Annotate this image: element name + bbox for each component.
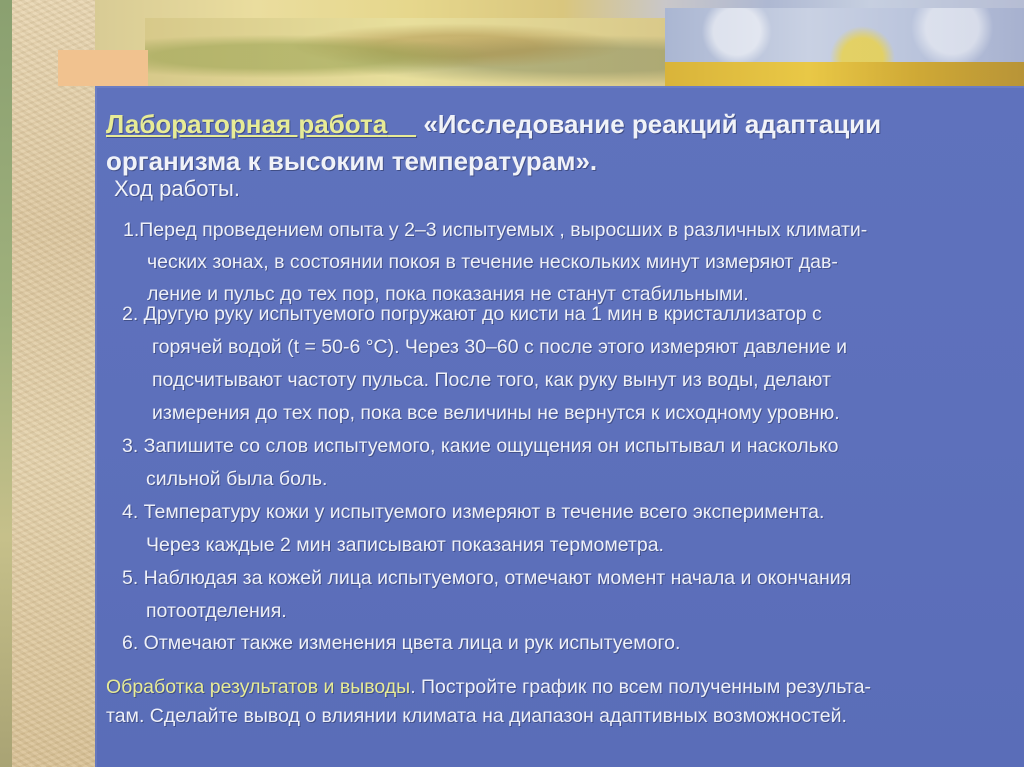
procedure-subheading: Ход работы. — [114, 176, 240, 201]
step-4 — [122, 496, 824, 562]
step-line: 6. Отмечают также изменения цвета лица и рук испытуемого. — [122, 632, 681, 654]
step-line: Через каждые 2 мин записывают показания термометра. — [146, 534, 664, 556]
results-text-line1: . Постройте график по всем полученным результа- — [410, 676, 872, 698]
step-2 — [122, 298, 847, 430]
step-5 — [122, 562, 851, 628]
step-line: 1.Перед проведением опыта у 2–3 испытуемых , выросших в различных климати- — [123, 219, 868, 241]
results-label: Обработка результатов и выводы — [106, 676, 411, 698]
step-6 — [122, 627, 680, 659]
step-line: 5. Наблюдая за кожей лица испытуемого, отмечают момент начала и окончания — [122, 567, 852, 589]
title-spacer — [387, 109, 416, 139]
step-line: 3. Запишите со слов испытуемого, какие ощущения он испытывал и насколько — [122, 435, 839, 457]
results-section — [106, 673, 1006, 731]
step-line: подсчитывают частоту пульса. После того, как руку вынут из воды, делают — [152, 369, 831, 391]
results-text-line2: там. Сделайте вывод о влиянии климата на диапазон адаптивных возможностей. — [106, 705, 847, 727]
step-line: измерения до тех пор, пока все величины не вернутся к исходному уровню. — [152, 402, 840, 424]
slide-title — [106, 106, 986, 180]
step-line: ление и пульс до тех пор, пока показания не станут стабильными. — [147, 283, 749, 305]
step-line: 4. Температуру кожи у испытуемого измеряют в течение всего эксперимента. — [122, 501, 825, 523]
step-line: 2. Другую руку испытуемого погружают до кисти на 1 мин в кристаллизатор с — [122, 303, 822, 325]
title-heading-line2: организма к высоким температурам». — [106, 146, 598, 176]
step-1 — [123, 214, 867, 310]
step-line: ческих зонах, в состоянии покоя в течение нескольких минут измеряют дав- — [147, 251, 838, 273]
title-heading-line1: «Исследование реакций адаптации — [423, 109, 882, 139]
step-line: сильной была боль. — [146, 468, 328, 490]
lab-work-label: Лабораторная работа — [106, 109, 388, 139]
step-line: горячей водой (t = 50-6 °С). Через 30–60 с после этого измеряют давление и — [152, 336, 847, 358]
step-3 — [122, 430, 838, 496]
step-line: потоотделения. — [146, 600, 287, 622]
